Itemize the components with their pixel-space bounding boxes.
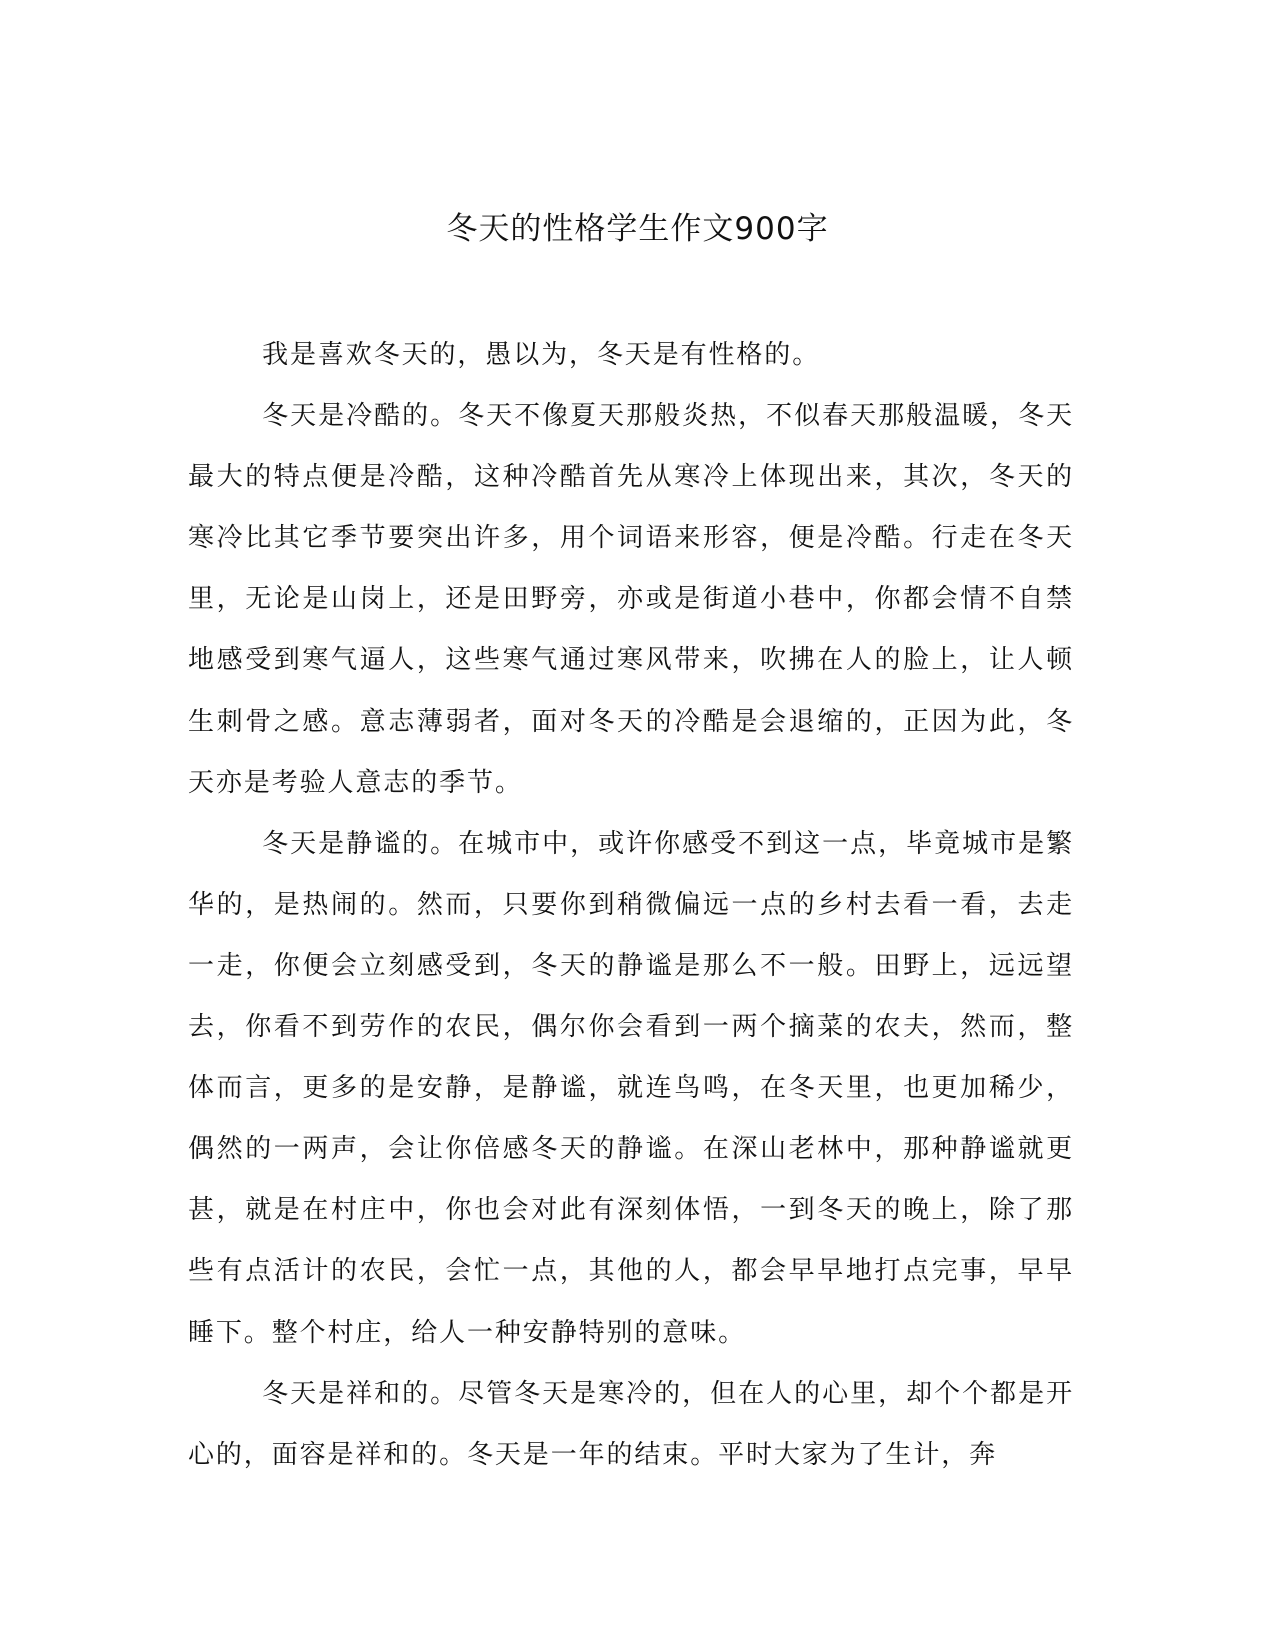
paragraph-intro: 我是喜欢冬天的，愚以为，冬天是有性格的。 (262, 340, 821, 370)
paragraph-cold: 冬天是冷酷的。冬天不像夏天那般炎热，不似春天那般温暖，冬天最大的特点便是冷酷，这种冷酷首先从寒冷上体现出来，其次，冬天的寒冷比其它季节要突出许多，用个词语来形容，便是冷酷。行走在冬天里，无论是山岗上，还是田野旁，亦或是街道小巷中，你都会情不自禁地感受到寒气逼人，这些寒气通过寒风带来，吹拂在人的脸上，让人顿生刺骨之感。意志薄弱者，面对冬天的冷酷是会退缩的，正因为此，冬天亦是考验人意志的季节。 (188, 401, 1074, 798)
document-body (188, 325, 1074, 1486)
document-title: 冬天的性格学生作文900字 (446, 211, 829, 247)
paragraph-quiet: 冬天是静谧的。在城市中，或许你感受不到这一点，毕竟城市是繁华的，是热闹的。然而，只要你到稍微偏远一点的乡村去看一看，去走一走，你便会立刻感受到，冬天的静谧是那么不一般。田野上，远远望去，你看不到劳作的农民，偶尔你会看到一两个摘菜的农夫，然而，整体而言，更多的是安静，是静谧，就连鸟鸣，在冬天里，也更加稀少，偶然的一两声，会让你倍感冬天的静谧。在深山老林中，那种静谧就更甚，就是在村庄中，你也会对此有深刻体悟，一到冬天的晚上，除了那些有点活计的农民，会忙一点，其他的人，都会早早地打点完事，早早睡下。整个村庄，给人一种安静特别的意味。 (188, 828, 1074, 1348)
paragraph-peaceful: 冬天是祥和的。尽管冬天是寒冷的，但在人的心里，却个个都是开心的，面容是祥和的。冬天是一年的结束。平时大家为了生计，奔 (188, 1378, 1074, 1470)
